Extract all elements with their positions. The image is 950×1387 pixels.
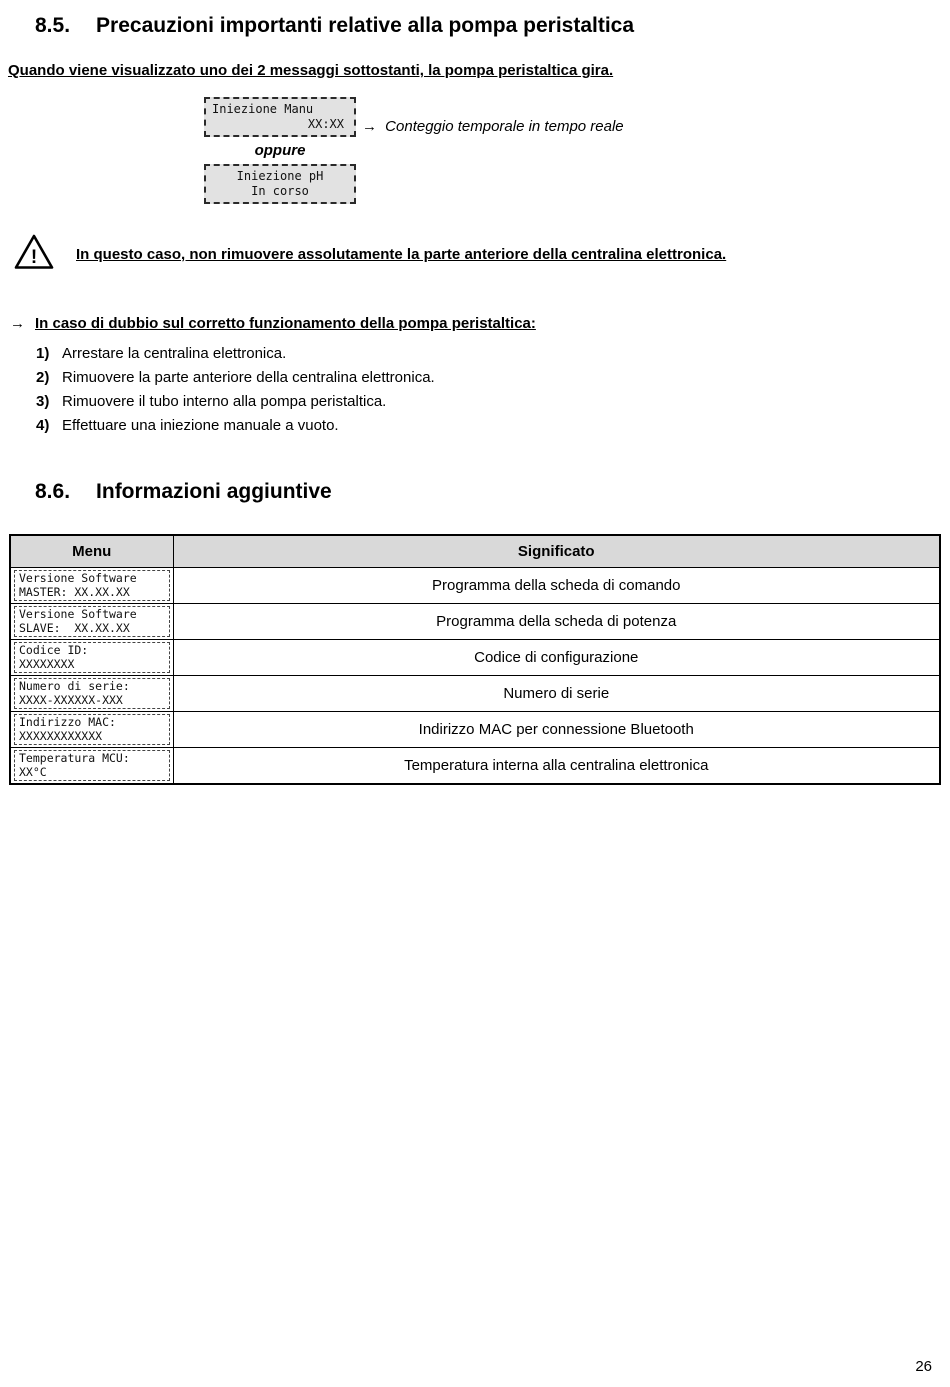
lcd-1-line-1: Iniezione Manu bbox=[212, 102, 314, 116]
section-85-title: Precauzioni importanti relative alla pompa peristaltica bbox=[96, 14, 635, 37]
lcd-message-1-row bbox=[204, 97, 950, 137]
table-header-menu: Menu bbox=[10, 535, 173, 568]
step-text: Arrestare la centralina elettronica. bbox=[62, 345, 287, 362]
step-item bbox=[36, 390, 950, 414]
lcd-message-2 bbox=[204, 164, 356, 204]
significato-cell: Programma della scheda di potenza bbox=[173, 604, 940, 640]
lcd-2-line-1: Iniezione pH bbox=[236, 169, 324, 183]
step-item bbox=[36, 414, 950, 438]
lcd-2-line-2: In corso bbox=[251, 184, 309, 198]
oppure-label: oppure bbox=[254, 142, 306, 159]
table-row bbox=[10, 640, 940, 676]
step-text: Rimuovere il tubo interno alla pompa peristaltica. bbox=[62, 393, 387, 410]
menu-line-2: MASTER: XX.XX.XX bbox=[19, 584, 130, 599]
menu-cell bbox=[10, 568, 173, 604]
menu-line-1: Codice ID: bbox=[19, 643, 89, 657]
step-text: Effettuare una iniezione manuale a vuoto. bbox=[62, 417, 339, 434]
significato-cell: Codice di configurazione bbox=[173, 640, 940, 676]
step-item bbox=[36, 366, 950, 390]
table-header-significato: Significato bbox=[173, 535, 940, 568]
warning-row bbox=[14, 234, 950, 275]
lcd-1-annotation bbox=[362, 118, 624, 137]
step-number: 2) bbox=[36, 369, 50, 386]
svg-text:!: ! bbox=[30, 247, 38, 268]
section-85-number: 8.5. bbox=[35, 14, 71, 37]
menu-line-2: XX°C bbox=[19, 764, 47, 779]
step-number: 1) bbox=[36, 345, 50, 362]
menu-cell bbox=[10, 712, 173, 748]
step-number: 4) bbox=[36, 417, 50, 434]
significato-cell: Programma della scheda di comando bbox=[173, 568, 940, 604]
table-row bbox=[10, 676, 940, 712]
section-86-title: Informazioni aggiuntive bbox=[96, 480, 332, 503]
info-table bbox=[9, 534, 941, 785]
significato-cell: Numero di serie bbox=[173, 676, 940, 712]
table-row bbox=[10, 604, 940, 640]
menu-cell bbox=[10, 604, 173, 640]
menu-line-2: XXXXXXXXXXXX bbox=[19, 728, 103, 743]
menu-line-2: XXXXXXXX bbox=[19, 656, 75, 671]
menu-line-1: Indirizzo MAC: bbox=[19, 715, 116, 729]
menu-cell bbox=[10, 748, 173, 785]
step-number: 3) bbox=[36, 393, 50, 410]
steps-list bbox=[36, 342, 950, 438]
menu-lcd-display bbox=[14, 750, 170, 781]
lcd-message-1 bbox=[204, 97, 356, 137]
menu-cell bbox=[10, 640, 173, 676]
lcd-1-line-2: XX:XX bbox=[307, 117, 344, 131]
menu-line-1: Versione Software bbox=[19, 607, 137, 621]
doubt-header-row bbox=[10, 315, 950, 332]
arrow-icon: → bbox=[362, 118, 377, 135]
lcd-messages-area bbox=[204, 97, 950, 204]
warning-triangle-icon bbox=[14, 234, 54, 275]
significato-cell: Indirizzo MAC per connessione Bluetooth bbox=[173, 712, 940, 748]
menu-line-1: Numero di serie: bbox=[19, 679, 130, 693]
menu-cell bbox=[10, 676, 173, 712]
doubt-header-text: In caso di dubbio sul corretto funzionamento della pompa peristaltica: bbox=[35, 315, 536, 332]
menu-lcd-display bbox=[14, 714, 170, 745]
intro-text: Quando viene visualizzato uno dei 2 messaggi sottostanti, la pompa peristaltica gira. bbox=[8, 62, 614, 79]
warning-text: In questo caso, non rimuovere assolutamente la parte anteriore della centralina elettronica. bbox=[76, 246, 727, 263]
page-number: 26 bbox=[915, 1358, 932, 1375]
section-86-heading bbox=[35, 480, 950, 504]
table-row bbox=[10, 568, 940, 604]
lcd-1-annotation-text: Conteggio temporale in tempo reale bbox=[385, 118, 624, 135]
step-text: Rimuovere la parte anteriore della centralina elettronica. bbox=[62, 369, 435, 386]
menu-lcd-display bbox=[14, 570, 170, 601]
arrow-icon: → bbox=[10, 315, 25, 332]
section-85-heading bbox=[35, 0, 950, 38]
table-row bbox=[10, 748, 940, 785]
menu-line-2: SLAVE: XX.XX.XX bbox=[19, 620, 130, 635]
section-86-number: 8.6. bbox=[35, 480, 71, 503]
step-item bbox=[36, 342, 950, 366]
table-header-row bbox=[10, 535, 940, 568]
table-row bbox=[10, 712, 940, 748]
menu-lcd-display bbox=[14, 606, 170, 637]
menu-lcd-display bbox=[14, 642, 170, 673]
menu-line-1: Versione Software bbox=[19, 571, 137, 585]
significato-cell: Temperatura interna alla centralina elettronica bbox=[173, 748, 940, 785]
menu-line-2: XXXX-XXXXXX-XXX bbox=[19, 692, 123, 707]
menu-line-1: Temperatura MCU: bbox=[19, 751, 130, 765]
menu-lcd-display bbox=[14, 678, 170, 709]
